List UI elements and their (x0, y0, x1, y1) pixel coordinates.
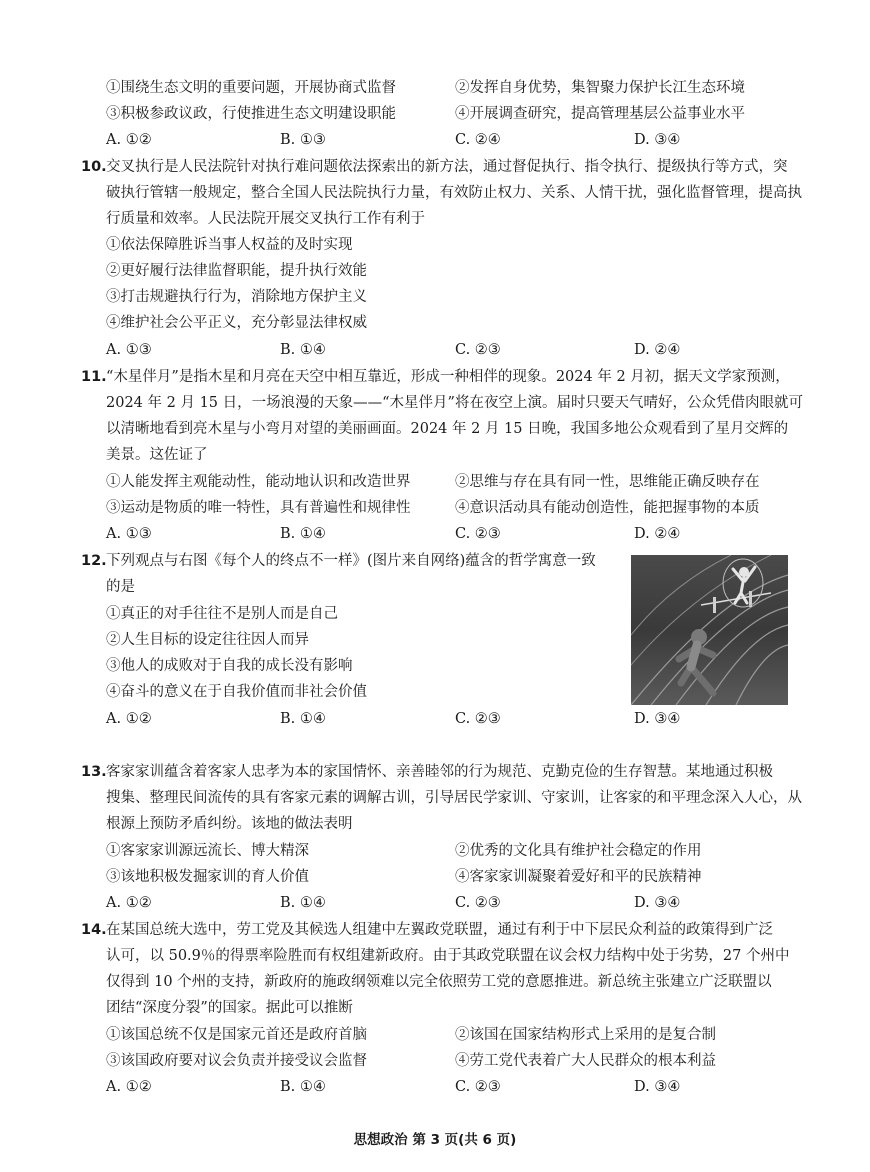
q13-choice-d[interactable]: D. ③④ (634, 895, 681, 911)
q12-statement-3: ③他人的成败对于自我的成长没有影响 (106, 658, 353, 674)
q14-statement-2: ②该国在国家结构形式上采用的是复合制 (455, 1027, 716, 1043)
q9-choice-b[interactable]: B. ①③ (280, 132, 326, 148)
q11-number: 11. (81, 369, 107, 385)
q10-choice-b[interactable]: B. ①④ (280, 342, 326, 358)
q11-statement-3: ③运动是物质的唯一特性，具有普遍性和规律性 (106, 500, 411, 516)
q9-statement-3: ③积极参政议政，行使推进生态文明建设职能 (106, 106, 396, 122)
q12-statement-4: ④奋斗的意义在于自我价值而非社会价值 (106, 684, 367, 700)
q13-stem-line-1: 客家家训蕴含着客家人忠孝为本的家国情怀、亲善睦邻的行为规范、克勤克俭的生存智慧。某地通过积极 (106, 764, 773, 780)
q14-number: 14. (81, 922, 107, 938)
q14-choice-b[interactable]: B. ①④ (280, 1079, 326, 1095)
q14-stem-line-4: 团结“深度分裂”的国家。据此可以推断 (106, 1000, 353, 1016)
q10-statement-4: ④维护社会公平正义，充分彰显法律权威 (106, 315, 367, 331)
q14-stem-line-3: 仅得到 10 个州的支持，新政府的施政纲领难以完全依照劳工党的意愿推进。新总统主张建立广泛联盟以 (106, 974, 772, 990)
q13-choice-a[interactable]: A. ①② (106, 895, 152, 911)
q13-choice-c[interactable]: C. ②③ (455, 895, 501, 911)
q13-statement-2: ②优秀的文化具有维护社会稳定的作用 (455, 843, 702, 859)
q14-choice-a[interactable]: A. ①② (106, 1079, 152, 1095)
q12-choice-a[interactable]: A. ①② (106, 711, 152, 727)
q10-choice-a[interactable]: A. ①③ (106, 342, 152, 358)
q11-stem-line-2: 2024 年 2 月 15 日，一场浪漫的天象——“木星伴月”将在夜空上演。届时只要天气晴好，公众凭借肉眼就可 (106, 395, 803, 411)
q10-choice-d[interactable]: D. ②④ (634, 342, 681, 358)
q11-statement-1: ①人能发挥主观能动性，能动地认识和改造世界 (106, 474, 411, 490)
q11-choice-d[interactable]: D. ②④ (634, 526, 681, 542)
q13-statement-4: ④客家家训凝聚着爱好和平的民族精神 (455, 869, 702, 885)
q12-stem-line-1: 下列观点与右图《每个人的终点不一样》(图片来自网络)蕴含的哲学寓意一致 (106, 553, 596, 569)
q13-statement-3: ③该地积极发掘家训的育人价值 (106, 869, 309, 885)
q11-stem-line-4: 美景。这佐证了 (106, 447, 208, 463)
q12-choice-b[interactable]: B. ①④ (280, 711, 326, 727)
page-footer: 思想政治 第 3 页(共 6 页) (353, 1132, 517, 1148)
q11-statement-2: ②思维与存在具有同一性，思维能正确反映存在 (455, 474, 760, 490)
q14-statement-1: ①该国总统不仅是国家元首还是政府首脑 (106, 1027, 367, 1043)
q10-stem-line-2: 破执行管辖一般规定，整合全国人民法院执行力量，有效防止权力、关系、人情干扰，强化监督管理，提高执 (106, 185, 802, 201)
q10-statement-2: ②更好履行法律监督职能，提升执行效能 (106, 263, 367, 279)
q10-stem-line-1: 交叉执行是人民法院针对执行难问题依法探索出的新方法，通过督促执行、指令执行、提级执行等方式，突 (106, 159, 788, 175)
q12-statement-1: ①真正的对手往往不是别人而是自己 (106, 606, 338, 622)
q12-statement-2: ②人生目标的设定往往因人而异 (106, 632, 309, 648)
q11-stem-line-1: “木星伴月”是指木星和月亮在天空中相互靠近，形成一种相伴的现象。2024 年 2 月初，据天文学家预测， (106, 369, 790, 385)
q14-choice-c[interactable]: C. ②③ (455, 1079, 501, 1095)
q12-choice-c[interactable]: C. ②③ (455, 711, 501, 727)
q13-stem-line-2: 搜集、整理民间流传的具有客家元素的调解古训，引导居民学家训、守家训，让客家的和平理念深入人心，从 (106, 790, 802, 806)
q11-choice-b[interactable]: B. ①④ (280, 526, 326, 542)
q11-statement-4: ④意识活动具有能动创造性，能把握事物的本质 (455, 500, 760, 516)
q13-number: 13. (81, 764, 107, 780)
q9-statement-2: ②发挥自身优势，集智聚力保护长江生态环境 (455, 80, 745, 96)
q9-choice-d[interactable]: D. ③④ (634, 132, 681, 148)
q12-number: 12. (81, 553, 107, 569)
q14-choice-d[interactable]: D. ③④ (634, 1079, 681, 1095)
q14-statement-4: ④劳工党代表着广大人民群众的根本利益 (455, 1053, 716, 1069)
q10-choice-c[interactable]: C. ②③ (455, 342, 501, 358)
q13-stem-line-3: 根源上预防矛盾纠纷。该地的做法表明 (106, 816, 353, 832)
q9-choice-c[interactable]: C. ②④ (455, 132, 501, 148)
q12-choice-d[interactable]: D. ③④ (634, 711, 681, 727)
q13-choice-b[interactable]: B. ①④ (280, 895, 326, 911)
q10-stem-line-3: 行质量和效率。人民法院开展交叉执行工作有利于 (106, 211, 425, 227)
q12-stem-line-2: 的是 (106, 579, 135, 595)
q13-statement-1: ①客家家训源远流长、博大精深 (106, 843, 309, 859)
q10-statement-3: ③打击规避执行行为，消除地方保护主义 (106, 289, 367, 305)
q10-number: 10. (81, 159, 107, 175)
q11-stem-line-3: 以清晰地看到亮木星与小弯月对望的美丽画面。2024 年 2 月 15 日晚，我国多地公众观看到了星月交辉的 (106, 421, 789, 437)
q12-running-track-image (631, 555, 788, 705)
q11-choice-c[interactable]: C. ②③ (455, 526, 501, 542)
q9-choice-a[interactable]: A. ①② (106, 132, 152, 148)
q10-statement-1: ①依法保障胜诉当事人权益的及时实现 (106, 237, 353, 253)
q9-statement-4: ④开展调查研究，提高管理基层公益事业水平 (455, 106, 745, 122)
q14-statement-3: ③该国政府要对议会负责并接受议会监督 (106, 1053, 367, 1069)
q14-stem-line-1: 在某国总统大选中，劳工党及其候选人组建中左翼政党联盟，通过有利于中下层民众利益的政策得到广泛 (106, 922, 773, 938)
q14-stem-line-2: 认可，以 50.9％的得票率险胜而有权组建新政府。由于其政党联盟在议会权力结构中处于劣势，27 个州中 (106, 948, 790, 964)
q11-choice-a[interactable]: A. ①③ (106, 526, 152, 542)
q9-statement-1: ①围绕生态文明的重要问题，开展协商式监督 (106, 80, 396, 96)
